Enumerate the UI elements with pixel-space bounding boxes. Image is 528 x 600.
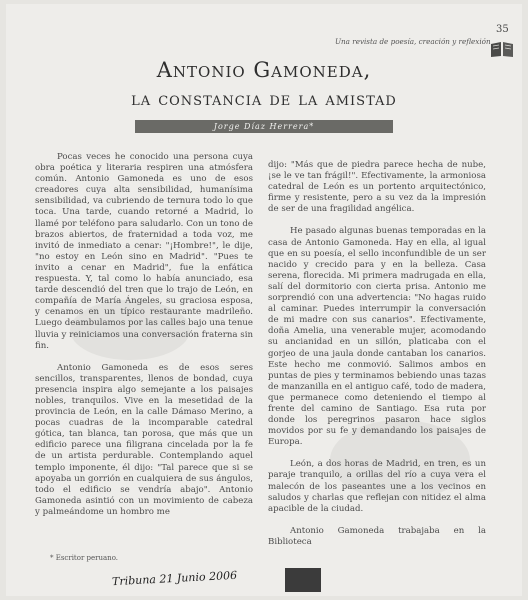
paragraph: He pasado algunas buenas temporadas en la casa de Antonio Gamoneda. Hay en ella, al igual que en su poesía, el sello inconfundible de un ser nacido y crecido para y en la belleza. Casa serena, florecida. Mi primera madrugada en ella, salí del dormitorio con cierta prisa. Antonio me sorprendió con una advertencia: "No hagas ruido al caminar. Puedes interrumpir la conversación de mi madre con sus canarios". Efectivamente, doña Amelia, una venerable mujer, acomodando su ancianidad en un sillón, platicaba con el gorjeo de una jaula donde cantaban los canarios. Este hecho me conmovió. Salimos ambos en puntas de pies y terminamos bebiendo unas tazas de manzanilla en el antiguo café, todo de madera, que permanece como deteniendo el tiempo al frente del camino de Santiago. Esa ruta por donde los peregrinos pasaron hace siglos movidos por su fe y demandando los paisajes de Europa.	[268, 226, 486, 448]
running-head: Una revista de poesía, creación y reflexión	[335, 37, 491, 46]
page-number: 35	[496, 24, 509, 35]
article-subtitle: la constancia de la amistad	[131, 88, 397, 110]
paragraph: Antonio Gamoneda trabajaba en la Biblioteca	[268, 525, 486, 547]
right-column	[268, 160, 486, 559]
footnote: * Escritor peruano.	[50, 554, 119, 562]
left-column	[35, 152, 253, 529]
paragraph: dijo: "Más que de piedra parece hecha de nube, ¡se le ve tan frágil!". Efectivamente, la armoniosa catedral de León es un portento arquitectónico, firme y resistente, pero a su vez da la impresión de ser de una fragilidad angélica.	[268, 160, 486, 215]
stamp-mark	[285, 568, 321, 592]
paragraph: León, a dos horas de Madrid, en tren, es un paraje tranquilo, a orillas del río a cuya vera el malecón de los paseantes une a los vecinos en saludos y charlas que reflejan con nitidez el alma apacible de la ciudad.	[268, 459, 486, 514]
author-byline: Jorge Díaz Herrera*	[135, 120, 393, 133]
paragraph: Antonio Gamoneda es de esos seres sencillos, transparentes, llenos de bondad, cuya presencia inspira algo semejante a los paisajes nobles, tranquilos. Vive en la mesetidad de la provincia de León, en la calle Dámaso Merino, a pocas cuadras de la incomparable catedral gótica, tan blanca, tan porosa, que más que un edificio parece una filigrana cincelada por la fe de un artista perdurable. Contemplando aquel templo imponente, él dijo: "Tal parece que si se apoyaba un gorrión en cualquiera de sus ángulos, todo el edificio se vendría abajo". Antonio Gamoneda asintió con un movimiento de cabeza y palmeándome un hombro me	[35, 362, 253, 517]
handwritten-note: Tribuna 21 Junio 2006	[111, 568, 238, 589]
article-title: Antonio Gamoneda,	[156, 58, 372, 82]
paragraph: Pocas veces he conocido una persona cuya obra poética y literaria respiren una atmósfera común. Antonio Gamoneda es uno de esos creadores cuya alta sensibilidad, humanísima sensibilidad, va cubriendo de ternura todo lo que toca. Una tarde, cuando retorné a Madrid, lo llamé por teléfono para saludarlo. Con un tono de brazos abiertos, de fraternidad a toda voz, me invitó de inmediato a cenar: "¡Hombre!", le dije, "no estoy en León sino en Madrid". "Pues te invito a cenar en Madrid", fue la enfática respuesta. Y, tal como lo había anunciado, esa tarde descendió del tren que lo trajo de León, en compañía de María Ángeles, su graciosa esposa, y cenamos en un típico restaurante madrileño. Luego deambulamos por las calles bajo una tenue lluvia y reiniciamos una conversación fraterna sin fin.	[35, 152, 253, 351]
book-icon	[490, 40, 514, 58]
